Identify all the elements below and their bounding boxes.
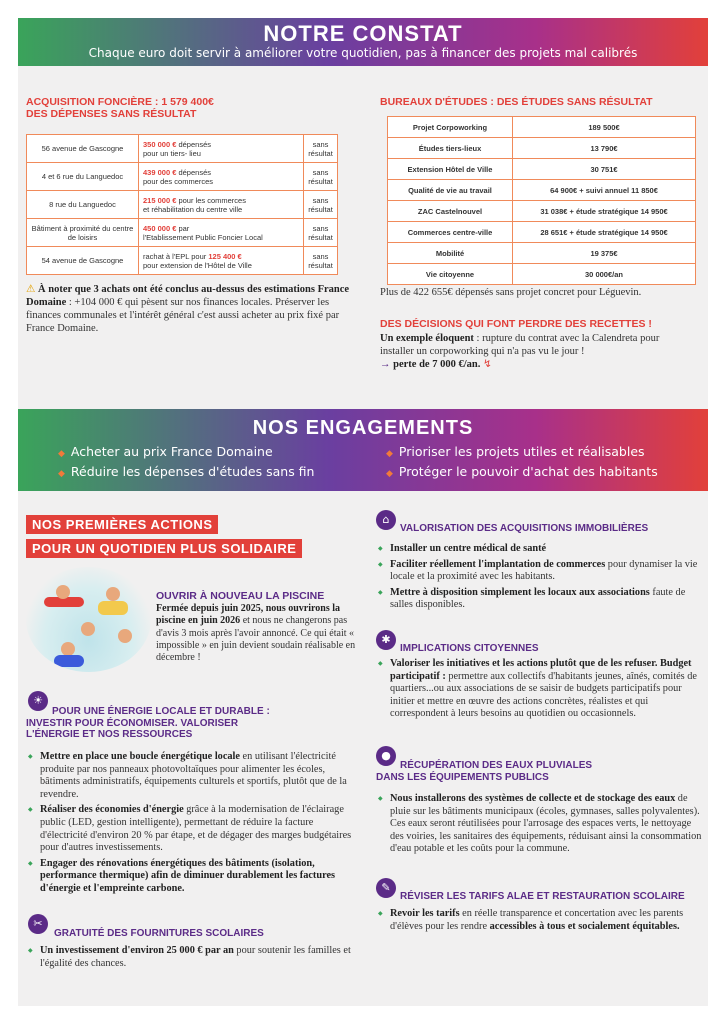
table-row bbox=[27, 247, 338, 275]
eaux-list bbox=[378, 793, 703, 859]
bureau-name: Projet Corpoworking bbox=[388, 117, 513, 138]
constat-subtitle: Chaque euro doit servir à améliorer votre quotidien, pas à financer des projets mal calibrés bbox=[88, 46, 638, 60]
fournitures-list bbox=[28, 945, 358, 973]
table-row bbox=[388, 180, 696, 201]
bureau-value: 189 500€ bbox=[513, 117, 696, 138]
table-row bbox=[27, 163, 338, 191]
citoyennes-list bbox=[378, 658, 703, 724]
table-row bbox=[388, 159, 696, 180]
list-item: ◆ Réaliser des économies d'énergie grâce à la modernisation de l'éclairage public (LED, gestion intelligente), permettant de réduire la facture d'électricité d'environ 20 % par étape, et de dégager des marges budgétaires pour d'autres investissements. bbox=[28, 804, 358, 854]
bureau-value: 28 651€ + étude stratégique 14 950€ bbox=[513, 222, 696, 243]
bureaux-summary: Plus de 422 655€ dépensés sans projet concret pour Léguevin. bbox=[380, 287, 642, 298]
bureau-name: Vie citoyenne bbox=[388, 264, 513, 285]
acq-place: 54 avenue de Gascogne bbox=[27, 247, 139, 275]
acq-place: 56 avenue de Gascogne bbox=[27, 135, 139, 163]
bureau-value: 30 751€ bbox=[513, 159, 696, 180]
list-item: ◆ Faciliter réellement l'implantation de commerces pour dynamiser la vie locale et la proximité avec les habitants. bbox=[378, 559, 703, 584]
sun-icon: ☀ bbox=[28, 691, 48, 711]
engagement-item-2: ◆ Réduire les dépenses d'études sans fin bbox=[58, 464, 315, 479]
recettes-text: Un exemple éloquent : rupture du contrat avec la Calendreta pour installer un corpoworking qui n'a pas vu le jour ! → perte de 7 000 €/an. ↯ bbox=[380, 333, 660, 370]
flyer-page bbox=[18, 18, 708, 1006]
actions-tag-2: POUR UN QUOTIDIEN PLUS SOLIDAIRE bbox=[26, 539, 302, 558]
piscine-text: Fermée depuis juin 2025, nous ouvrirons la piscine en juin 2026 et nous ne changerons pas d'avis 3 mois après l'avoir annoncé. Ce qui était « impossible » en juin devient soudain réalisable en décembre ! bbox=[156, 603, 356, 664]
pencil-icon: ✎ bbox=[376, 878, 396, 898]
arrow-icon: → bbox=[380, 359, 391, 370]
engagement-item-4: ◆ Protéger le pouvoir d'achat des habitants bbox=[386, 464, 658, 479]
bureau-name: Commerces centre-ville bbox=[388, 222, 513, 243]
table-row bbox=[388, 222, 696, 243]
scissors-icon: ✂ bbox=[28, 914, 48, 934]
bureau-value: 31 038€ + étude stratégique 14 950€ bbox=[513, 201, 696, 222]
list-item: ◆ Nous installerons des systèmes de collecte et de stockage des eaux de pluie sur les bâtiments municipaux (écoles, gymnases, salles polyvalentes). Ces eaux seront réutilisées pour l'arrosage des espaces verts, le nettoyage des voiries, les sanitaires des équipements, réduisant ainsi la consommation d'eau potable et les coûts pour la commune. bbox=[378, 793, 703, 856]
tarifs-list bbox=[378, 908, 703, 936]
engagements-title: NOS ENGAGEMENTS bbox=[252, 417, 474, 439]
bureau-value: 64 900€ + suivi annuel 11 850€ bbox=[513, 180, 696, 201]
acq-desc: 215 000 € pour les commerces et réhabilitation du centre ville bbox=[139, 191, 304, 219]
acq-place: 4 et 6 rue du Languedoc bbox=[27, 163, 139, 191]
table-row bbox=[27, 219, 338, 247]
citoyennes-title: IMPLICATIONS CITOYENNES bbox=[400, 643, 539, 654]
valorisation-list bbox=[378, 543, 703, 615]
list-item: ◆ Installer un centre médical de santé bbox=[378, 543, 703, 556]
actions-tag-1: NOS PREMIÈRES ACTIONS bbox=[26, 515, 218, 534]
table-row bbox=[27, 191, 338, 219]
recettes-title: DES DÉCISIONS QUI FONT PERDRE DES RECETTES ! bbox=[380, 318, 652, 330]
valorisation-title: VALORISATION DES ACQUISITIONS IMMOBILIÈRES bbox=[400, 523, 649, 534]
bureau-value: 13 790€ bbox=[513, 138, 696, 159]
energie-list bbox=[28, 751, 358, 899]
acq-status: sans résultat bbox=[304, 163, 338, 191]
acquisition-title: ACQUISITION FONCIÈRE : 1 579 400€ DES DÉPENSES SANS RÉSULTAT bbox=[26, 96, 214, 120]
list-item: ◆ Mettre à disposition simplement les locaux aux associations faute de salles disponibles. bbox=[378, 587, 703, 612]
house-icon: ⌂ bbox=[376, 510, 396, 530]
table-row bbox=[388, 138, 696, 159]
constat-title: NOTRE CONSTAT bbox=[263, 21, 463, 46]
tarifs-title: RÉVISER LES TARIFS ALAE ET RESTAURATION SCOLAIRE bbox=[400, 891, 685, 902]
bureaux-table bbox=[387, 116, 696, 285]
acq-status: sans résultat bbox=[304, 135, 338, 163]
acq-place: 8 rue du Languedoc bbox=[27, 191, 139, 219]
acq-desc: 350 000 € dépensés pour un tiers- lieu bbox=[139, 135, 304, 163]
acquisition-table bbox=[26, 134, 338, 275]
acq-desc: 439 000 € dépensés pour des commerces bbox=[139, 163, 304, 191]
engagement-item-1: ◆ Acheter au prix France Domaine bbox=[58, 444, 273, 459]
list-item: ◆ Valoriser les initiatives et les actions plutôt que de les refuser. Budget participatif : permettre aux collectifs d'habitants jeunes, aînés, comités de quartiers...ou aux associations de se saisir de budgets participatifs pour initier et mettre en œuvre des actions concrètes, réalistes et qui correspondent à leurs besoins au quotidien ou occasionnels. bbox=[378, 658, 703, 721]
bureau-value: 30 000€/an bbox=[513, 264, 696, 285]
acq-status: sans résultat bbox=[304, 219, 338, 247]
acq-desc: 450 000 € par l'Etablissement Public Foncier Local bbox=[139, 219, 304, 247]
eaux-title: RÉCUPÉRATION DES EAUX PLUVIALES DANS LES ÉQUIPEMENTS PUBLICS bbox=[376, 760, 593, 783]
bureau-value: 19 375€ bbox=[513, 243, 696, 264]
fournitures-title: GRATUITÉ DES FOURNITURES SCOLAIRES bbox=[54, 928, 264, 939]
pool-illustration bbox=[26, 567, 151, 672]
acq-status: sans résultat bbox=[304, 247, 338, 275]
energie-title: POUR UNE ÉNERGIE LOCALE ET DURABLE : INVESTIR POUR ÉCONOMISER. VALORISER L'ÉNERGIE ET NOS RESSOURCES bbox=[26, 706, 270, 740]
zigzag-icon: ↯ bbox=[480, 359, 492, 370]
warning-icon: ⚠ bbox=[26, 284, 36, 295]
list-item: ◆ Un investissement d'environ 25 000 € par an pour soutenir les familles et l'égalité des chances. bbox=[28, 945, 358, 970]
water-drop-icon: ● bbox=[376, 746, 396, 766]
acquisition-note: ⚠ À noter que 3 achats ont été conclus au-dessus des estimations France Domaine : +104 000 € qui pèsent sur nos finances locales. Préserver les finances communales et l'intérêt général c'est aussi acheter au prix fixé par France Domaine. bbox=[26, 284, 350, 334]
table-row bbox=[27, 135, 338, 163]
acq-desc: rachat à l'EPL pour 125 400 € pour extension de l'Hôtel de Ville bbox=[139, 247, 304, 275]
engagement-item-3: ◆ Prioriser les projets utiles et réalisables bbox=[386, 444, 645, 459]
bureau-name: Mobilité bbox=[388, 243, 513, 264]
table-row bbox=[388, 264, 696, 285]
bureaux-title: BUREAUX D'ÉTUDES : DES ÉTUDES SANS RÉSULTAT bbox=[380, 96, 653, 108]
table-row bbox=[388, 243, 696, 264]
bureau-name: Études tiers-lieux bbox=[388, 138, 513, 159]
acq-status: sans résultat bbox=[304, 191, 338, 219]
piscine-title: OUVRIR À NOUVEAU LA PISCINE bbox=[156, 590, 325, 602]
bureau-name: Extension Hôtel de Ville bbox=[388, 159, 513, 180]
list-item: ◆ Revoir les tarifs en réelle transparence et concertation avec les parents d'élèves pour les rendre accessibles à tous et socialement équitables. bbox=[378, 908, 703, 933]
acq-place: Bâtiment à proximité du centre de loisirs bbox=[27, 219, 139, 247]
table-row bbox=[388, 201, 696, 222]
list-item: ◆ Engager des rénovations énergétiques des bâtiments (isolation, performance thermique) afin de diminuer durablement les factures d'énergie et l'empreinte carbone. bbox=[28, 858, 358, 896]
constat-banner bbox=[18, 18, 708, 66]
list-item: ◆ Mettre en place une boucle énergétique locale en utilisant l'électricité produite par nos panneaux photovoltaïques pour alimenter les écoles, bâtiments administratifs, équipements culturels et sportifs, plutôt que de la revendre. bbox=[28, 751, 358, 801]
bureau-name: ZAC Castelnouvel bbox=[388, 201, 513, 222]
star-icon: ✱ bbox=[376, 630, 396, 650]
table-row bbox=[388, 117, 696, 138]
bureau-name: Qualité de vie au travail bbox=[388, 180, 513, 201]
